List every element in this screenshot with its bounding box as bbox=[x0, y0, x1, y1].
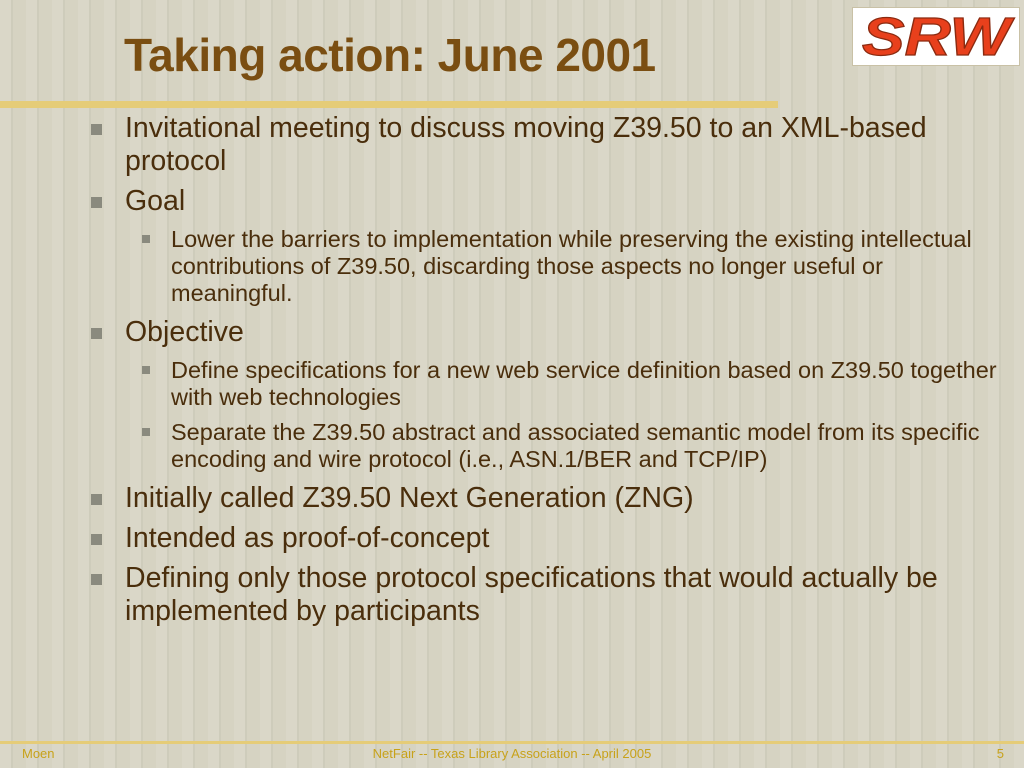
title-divider bbox=[0, 101, 778, 108]
bullet-text: Invitational meeting to discuss moving Z39.50 to an XML-based protocol bbox=[125, 112, 927, 177]
bullet-item bbox=[88, 562, 1008, 628]
sub-bullet-item bbox=[88, 357, 1008, 411]
bullet-text: Objective bbox=[125, 316, 244, 348]
bullet-list bbox=[88, 112, 1008, 628]
square-bullet-icon bbox=[142, 428, 150, 436]
square-bullet-icon bbox=[91, 124, 102, 135]
square-bullet-icon bbox=[91, 574, 102, 585]
bullet-text: Initially called Z39.50 Next Generation (ZNG) bbox=[125, 482, 694, 514]
sub-bullet-text: Separate the Z39.50 abstract and associated semantic model from its specific encoding and wire protocol (i.e., ASN.1/BER and TCP/IP) bbox=[171, 419, 980, 472]
bullet-text: Defining only those protocol specifications that would actually be implemented by participants bbox=[125, 562, 938, 627]
bullet-item bbox=[88, 482, 1008, 515]
bullet-text: Goal bbox=[125, 185, 186, 217]
square-bullet-icon bbox=[91, 494, 102, 505]
square-bullet-icon bbox=[91, 197, 102, 208]
srw-logo-text: SRW bbox=[862, 10, 1015, 63]
srw-logo bbox=[852, 7, 1020, 66]
bullet-item bbox=[88, 522, 1008, 555]
sub-bullet-item bbox=[88, 226, 1008, 307]
slide-number: 5 bbox=[996, 746, 1004, 761]
square-bullet-icon bbox=[142, 366, 150, 374]
sub-bullet-item bbox=[88, 419, 1008, 473]
bullet-item bbox=[88, 185, 1008, 218]
sub-bullet-text: Lower the barriers to implementation while preserving the existing intellectual contributions of Z39.50, discarding those aspects no longer useful or meaningful. bbox=[171, 226, 972, 306]
bullet-item bbox=[88, 316, 1008, 349]
square-bullet-icon bbox=[142, 235, 150, 243]
sub-bullet-text: Define specifications for a new web service definition based on Z39.50 together with web technologies bbox=[171, 357, 997, 410]
bullet-item bbox=[88, 112, 1008, 178]
square-bullet-icon bbox=[91, 328, 102, 339]
footer-divider bbox=[0, 741, 1024, 744]
bullet-text: Intended as proof-of-concept bbox=[125, 522, 490, 554]
footer-author: Moen bbox=[22, 746, 55, 761]
square-bullet-icon bbox=[91, 534, 102, 545]
srw-logo-graphic bbox=[856, 11, 1016, 63]
footer-event: NetFair -- Texas Library Association -- April 2005 bbox=[372, 746, 652, 761]
slide-title: Taking action: June 2001 bbox=[124, 29, 656, 81]
